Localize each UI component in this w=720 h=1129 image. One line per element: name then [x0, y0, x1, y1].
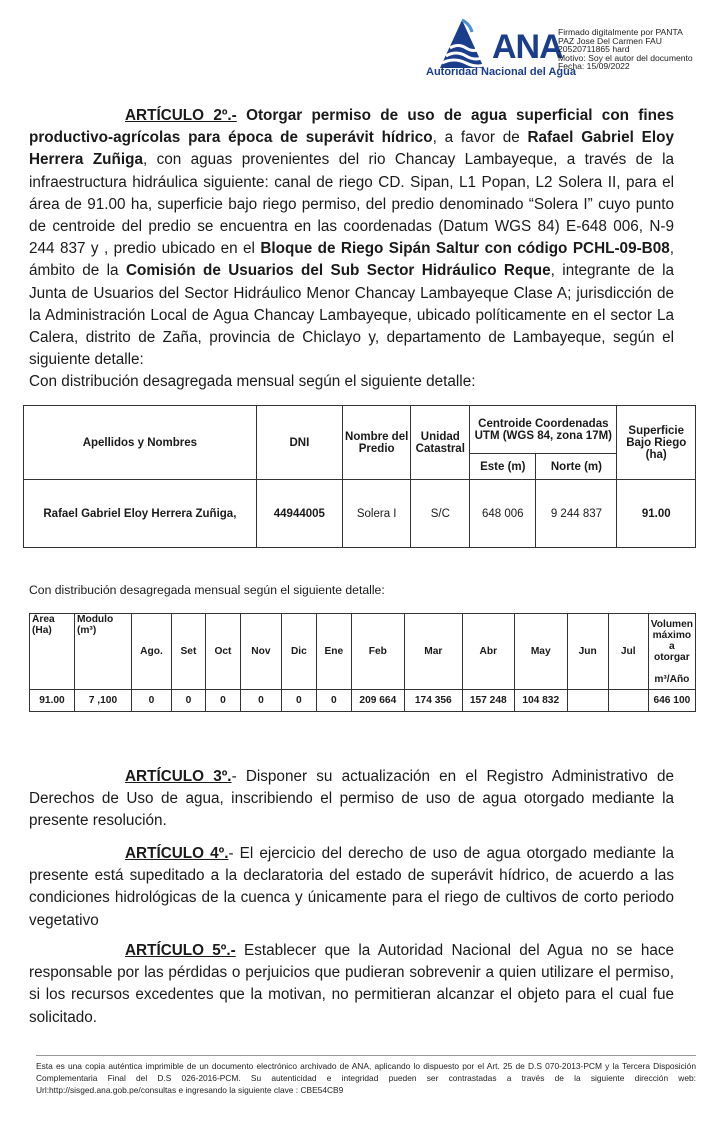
monthly-distribution-table — [29, 613, 696, 712]
cell-superficie: 91.00 — [617, 480, 696, 548]
logo-subtitle: Autoridad Nacional del Agua — [426, 66, 576, 78]
users-commission: Comisión de Usuarios del Sub Sector Hidráulico Reque — [125, 262, 551, 280]
volumen-label: Volumen máximo a otorgar — [650, 618, 693, 663]
caption-1: Con distribución desagregada mensual según el siguiente detalle: — [29, 373, 476, 390]
cell-este: 648 006 — [470, 480, 536, 548]
header-este: Este (m) — [470, 454, 536, 480]
cell-area: 91.00 — [30, 690, 75, 712]
header-month: Feb — [351, 614, 404, 690]
article-5 — [29, 940, 674, 1029]
header-month: Jul — [608, 614, 648, 690]
article-4-text: - El ejercicio del derecho de uso de agua otorgado mediante la presente está supeditado a la declaratoria del estado de superávit hídrico, de acuerdo a las condiciones hidrológicas de la cuenca y únicamente para el riego de cultivos de corto periodo vegetativo — [29, 845, 674, 929]
article-2-text: , con aguas provenientes del rio Chancay Lambayeque, a través de la infraestructura hidráulica siguiente: canal de riego CD. Sipan, L1 Popan, L2 Solera II, para el área de 91.00 ha, superficie bajo riego permiso, del predio denominado “Solera I” cuyo punto de centroide del predio se encuentra en las coordenadas (Datum WGS 84) E-648 006, N-9 244 837 y , predio ubicado en el — [29, 151, 674, 258]
logo-word: ANA — [492, 28, 563, 66]
cell-unidad: S/C — [411, 480, 470, 548]
irrigation-block: Bloque de Riego Sipán Saltur con código PCHL-09-B08 — [260, 240, 670, 258]
grantee-name: Rafael Gabriel Eloy Herrera Zuñiga — [29, 129, 674, 169]
header-month: May — [514, 614, 567, 690]
cell-names: Rafael Gabriel Eloy Herrera Zuñiga, — [24, 480, 257, 548]
signature-line: PAZ Jose Del Carmen FAU — [558, 35, 662, 46]
header-month: Oct — [205, 614, 240, 690]
signature-line: Motivo: Soy el autor del documento — [558, 52, 693, 63]
cell-month: 0 — [316, 690, 351, 712]
cell-month: 104 832 — [514, 690, 567, 712]
cell-volumen: 646 100 — [648, 690, 695, 712]
table-row — [24, 480, 696, 548]
header-unidad: Unidad Catastral — [411, 406, 470, 480]
cell-predio: Solera I — [342, 480, 410, 548]
article-5-text: Establecer que la Autoridad Nacional del Agua no se hace responsable por las pérdidas o perjuicios que pudieran sobrevenir a quien utilizare el permiso, si los recursos excedentes que la motivan, no permitieran alcanzar el objeto para el cual fue solicitado. — [29, 942, 675, 1026]
volumen-unit: m³/Año — [654, 673, 690, 685]
cell-norte: 9 244 837 — [536, 480, 617, 548]
article-2-text: , a favor de — [432, 129, 528, 147]
cell-month: 174 356 — [404, 690, 462, 712]
article-3 — [29, 766, 674, 833]
article-5-label: ARTÍCULO 5º.- — [125, 942, 236, 959]
ana-logo — [426, 14, 576, 84]
article-2-label: ARTÍCULO 2º.- — [125, 107, 237, 124]
header-predio: Nombre del Predio — [342, 406, 410, 480]
cell-month: 0 — [171, 690, 205, 712]
cell-month: 209 664 — [351, 690, 404, 712]
header-month: Dic — [281, 614, 316, 690]
signature-line: Firmado digitalmente por PANTA — [558, 27, 683, 37]
grantee-table — [23, 405, 696, 548]
caption-2: Con distribución desagregada mensual según el siguiente detalle: — [29, 583, 385, 597]
article-3-text: - Disponer su actualización en el Registro Administrativo de Derechos de Uso de agua, inscribiendo el permiso de uso de agua otorgado mediante la presente resolución. — [29, 768, 675, 830]
modulo-label: Modulo — [76, 614, 114, 625]
header-norte: Norte (m) — [536, 454, 617, 480]
article-2-lead: Otorgar permiso de uso de agua superficial con fines productivo-agrícolas para época de superávit hídrico — [29, 107, 675, 147]
header-superficie: Superficie Bajo Riego (ha) — [617, 406, 696, 480]
cell-month — [567, 690, 608, 712]
cell-modulo: 7 ,100 — [74, 690, 131, 712]
header-coords: Centroide Coordenadas UTM (WGS 84, zona 17M) — [470, 406, 617, 454]
cell-dni: 44944005 — [256, 480, 342, 548]
header-names: Apellidos y Nombres — [24, 406, 257, 480]
signature-line: 20520711865 hard — [558, 44, 630, 55]
ana-water-icon — [432, 16, 492, 70]
modulo-unit: (m³) — [76, 625, 97, 636]
cell-month: 0 — [131, 690, 171, 712]
footer-divider — [36, 1055, 696, 1056]
header-month: Ene — [316, 614, 351, 690]
header-month: Set — [171, 614, 205, 690]
article-4-label: ARTÍCULO 4º. — [125, 845, 229, 862]
header-modulo — [74, 614, 131, 690]
authenticity-footer: Esta es una copia auténtica imprimible de un documento electrónico archivado de ANA, aplicando lo dispuesto por el Art. 25 de D.S 070-2013-PCM y la Tercera Disposición Complementaria Final del D.S 026-2016-PCM. Su autenticidad e integridad pueden ser contrastadas a través de la siguiente dirección web: Url:http://sisged.ana.gob.pe/consultas e ingresando la siguiente clave : CBE54CB9 — [36, 1061, 696, 1095]
header-month: Nov — [240, 614, 281, 690]
cell-month: 0 — [281, 690, 316, 712]
header-month: Mar — [404, 614, 462, 690]
header-dni: DNI — [256, 406, 342, 480]
digital-signature — [558, 28, 718, 71]
header-area: Área (Ha) — [30, 614, 75, 690]
article-2-text: , integrante de la Junta de Usuarios del Sector Hidráulico Menor Chancay Lambayeque Clase A; jurisdicción de la Administración Local de Agua Chancay Lambayeque, ubicado políticamente en el sector La Calera, distrito de Zaña, provincia de Chiclayo y, departamento de Lambayeque, según el siguiente detalle: — [29, 262, 674, 369]
cell-month: 157 248 — [462, 690, 514, 712]
article-3-label: ARTÍCULO 3º. — [125, 768, 232, 785]
header-month: Ago. — [131, 614, 171, 690]
cell-month: 0 — [240, 690, 281, 712]
article-2-text: , ámbito de la — [29, 240, 674, 280]
header-month: Abr — [462, 614, 514, 690]
table-row — [30, 690, 696, 712]
signature-line: Fecha: 15/09/2022 — [558, 61, 630, 72]
article-4 — [29, 843, 674, 932]
header-month: Jun — [567, 614, 608, 690]
cell-month — [608, 690, 648, 712]
cell-month: 0 — [205, 690, 240, 712]
header-volumen — [648, 614, 695, 690]
article-2 — [29, 105, 674, 371]
